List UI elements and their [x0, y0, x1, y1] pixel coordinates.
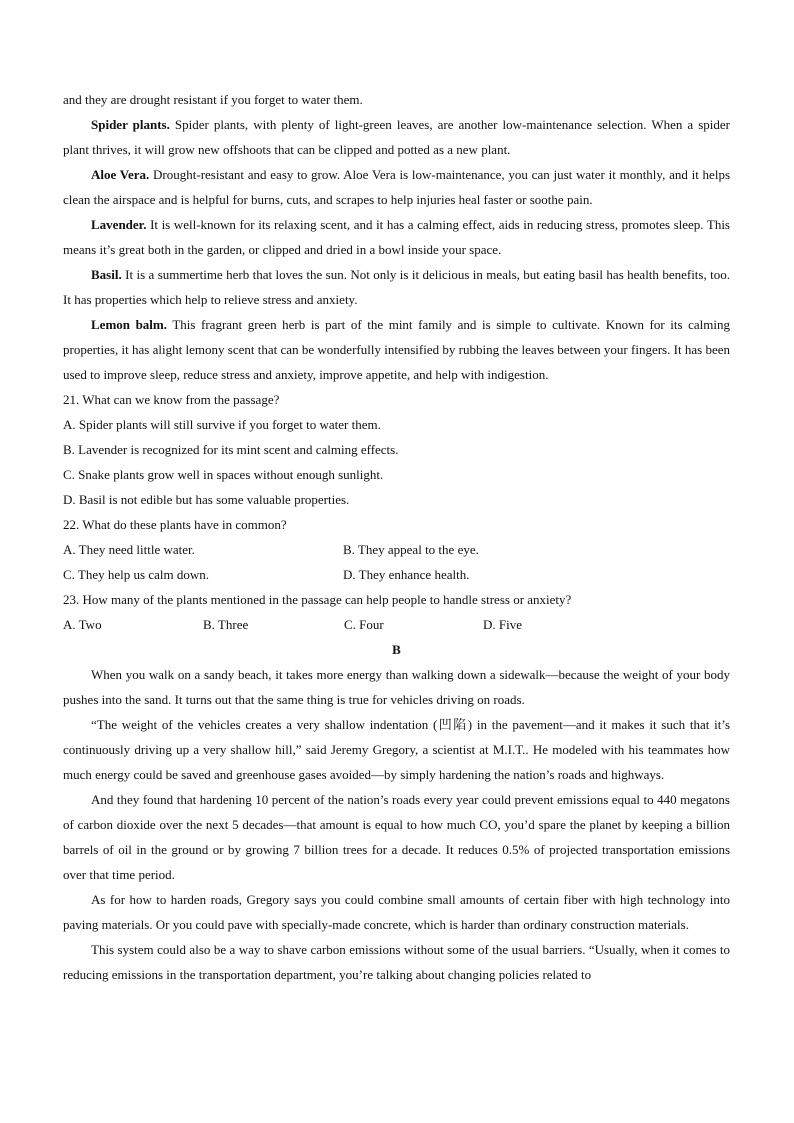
- question-22-option-b: B. They appeal to the eye.: [343, 542, 479, 557]
- plant-name-lemon-balm: Lemon balm.: [91, 317, 167, 332]
- question-22-option-c: C. They help us calm down.: [63, 567, 209, 582]
- passage-b-paragraph-4: As for how to harden roads, Gregory says you could combine small amounts of certain fiber with high technology into paving materials. Or you could pave with specially-made concrete, which is harder than ordinary construction materials.: [63, 892, 730, 932]
- passage-a-intro-tail: and they are drought resistant if you forget to water them.: [63, 92, 363, 107]
- question-22-option-a: A. They need little water.: [63, 542, 195, 557]
- question-23-option-d: D. Five: [483, 617, 522, 632]
- question-22-options-row-1: [63, 537, 730, 562]
- plant-text-aloe: Drought-resistant and easy to grow. Aloe Vera is low-maintenance, you can just water it monthly, and it helps clean the airspace and is helpful for burns, cuts, and scrapes to help injuries heal faster or soothe pain.: [63, 167, 730, 207]
- paragraph-lemon-balm: [63, 312, 730, 387]
- document-page: [63, 87, 730, 987]
- plant-text-lemon-balm: This fragrant green herb is part of the mint family and is simple to cultivate. Known for its calming properties, it has alight lemony scent that can be wonderfully intensified by rubbing the leaves between your fingers. It has been used to improve sleep, reduce stress and anxiety, improve appetite, and help with indigestion.: [63, 317, 731, 382]
- passage-b-paragraph-3: And they found that hardening 10 percent of the nation’s roads every year could prevent emissions equal to 440 megatons of carbon dioxide over the next 5 decades—that amount is equal to how much CO, you’d spare the planet by keeping a billion barrels of oil in the ground or by growing 7 billion trees for a decade. It reduces 0.5% of projected transportation emissions over that time period.: [63, 792, 730, 882]
- question-21-option-d: D. Basil is not edible but has some valuable properties.: [63, 492, 350, 507]
- question-23-option-c: C. Four: [344, 617, 384, 632]
- plant-name-aloe: Aloe Vera.: [91, 167, 150, 182]
- question-23-options-row: [63, 612, 730, 637]
- question-22-option-d: D. They enhance health.: [343, 567, 470, 582]
- passage-b-paragraph-1: When you walk on a sandy beach, it takes more energy than walking down a sidewalk—because the weight of your body pushes into the sand. It turns out that the same thing is true for vehicles driving on roads.: [63, 667, 730, 707]
- question-21-option-c: C. Snake plants grow well in spaces without enough sunlight.: [63, 467, 384, 482]
- passage-b-paragraph-5: This system could also be a way to shave carbon emissions without some of the usual barriers. “Usually, when it comes to reducing emissions in the transportation department, you’re talking about changing policies related to: [63, 942, 730, 982]
- question-23-option-b: B. Three: [203, 617, 249, 632]
- question-23-option-a: A. Two: [63, 617, 102, 632]
- question-21-option-a: A. Spider plants will still survive if you forget to water them.: [63, 417, 381, 432]
- question-22-options-row-2: [63, 562, 730, 587]
- paragraph-aloe-vera: [63, 162, 730, 212]
- plant-text-basil: It is a summertime herb that loves the sun. Not only is it delicious in meals, but eating basil has health benefits, too. It has properties which help to relieve stress and anxiety.: [63, 267, 730, 307]
- question-22-stem: 22. What do these plants have in common?: [63, 517, 287, 532]
- question-21-option-b: B. Lavender is recognized for its mint scent and calming effects.: [63, 442, 399, 457]
- question-21-stem: 21. What can we know from the passage?: [63, 392, 280, 407]
- paragraph-spider-plants: [63, 112, 730, 162]
- plant-text-spider: Spider plants, with plenty of light-green leaves, are another low-maintenance selection. When a spider plant thrives, it will grow new offshoots that can be clipped and potted as a new plant.: [63, 117, 730, 157]
- passage-b-heading: B: [392, 642, 401, 657]
- plant-text-lavender: It is well-known for its relaxing scent, and it has a calming effect, aids in reducing stress, promotes sleep. This means it’s great both in the garden, or clipped and dried in a bowl inside your space.: [63, 217, 730, 257]
- paragraph-basil: [63, 262, 730, 312]
- plant-name-basil: Basil.: [91, 267, 122, 282]
- question-23-stem: 23. How many of the plants mentioned in the passage can help people to handle stress or anxiety?: [63, 592, 572, 607]
- paragraph-lavender: [63, 212, 730, 262]
- plant-name-lavender: Lavender.: [91, 217, 147, 232]
- plant-name-spider: Spider plants.: [91, 117, 170, 132]
- passage-b-paragraph-2: “The weight of the vehicles creates a very shallow indentation (凹陷) in the pavement—and it makes it such that it’s continuously driving up a very shallow hill,” said Jeremy Gregory, a scientist at M.I.T.. He modeled with his teammates how much energy could be saved and greenhouse gases avoided—by simply hardening the nation’s roads and highways.: [63, 717, 730, 782]
